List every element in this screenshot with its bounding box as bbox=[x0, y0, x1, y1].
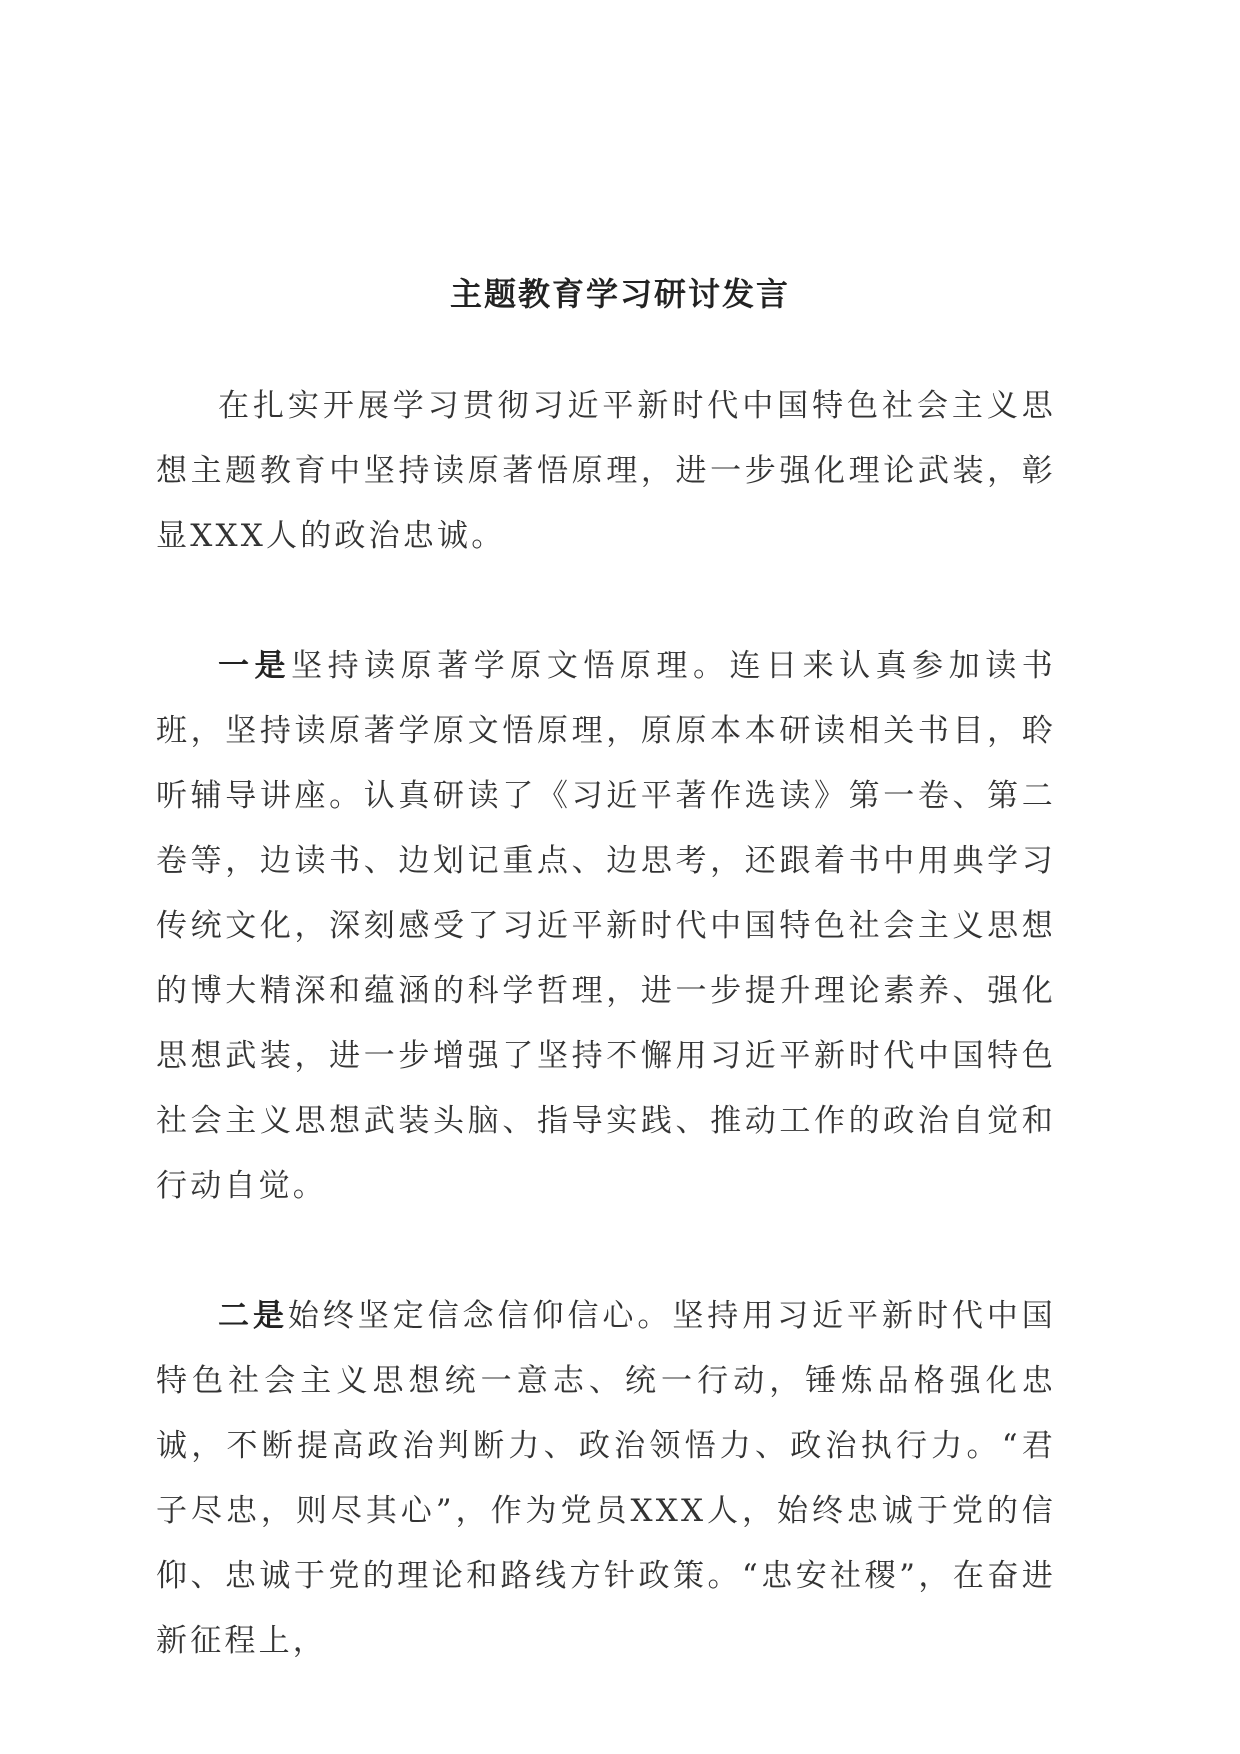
intro-paragraph: 在扎实开展学习贯彻习近平新时代中国特色社会主义思想主题教育中坚持读原著悟原理，进一步强化理论武装，彰显XXX人的政治忠诚。 bbox=[156, 388, 1056, 554]
section-lead-1: 一是 bbox=[218, 648, 292, 684]
section-paragraph-1 bbox=[156, 634, 1056, 1219]
document-body bbox=[156, 374, 1056, 1739]
section-text-1: 坚持读原著学原文悟原理。连日来认真参加读书班，坚持读原著学原文悟原理，原原本本研读相关书目，聆听辅导讲座。认真研读了《习近平著作选读》第一卷、第二卷等，边读书、边划记重点、边思考，还跟着书中用典学习传统文化，深刻感受了习近平新时代中国特色社会主义思想的博大精深和蕴涵的科学哲理，进一步提升理论素养、强化思想武装，进一步增强了坚持不懈用习近平新时代中国特色社会主义思想武装头脑、指导实践、推动工作的政治自觉和行动自觉。 bbox=[156, 648, 1056, 1204]
section-lead-2: 二是 bbox=[218, 1298, 288, 1334]
section-text-2: 始终坚定信念信仰信心。坚持用习近平新时代中国特色社会主义思想统一意志、统一行动，锤炼品格强化忠诚，不断提高政治判断力、政治领悟力、政治执行力。“君子尽忠，则尽其心”，作为党员XXX人，始终忠诚于党的信仰、忠诚于党的理论和路线方针政策。“忠安社稷”，在奋进新征程上， bbox=[156, 1298, 1056, 1659]
document-title: 主题教育学习研讨发言 bbox=[449, 275, 790, 313]
section-paragraph-2 bbox=[156, 1284, 1056, 1674]
